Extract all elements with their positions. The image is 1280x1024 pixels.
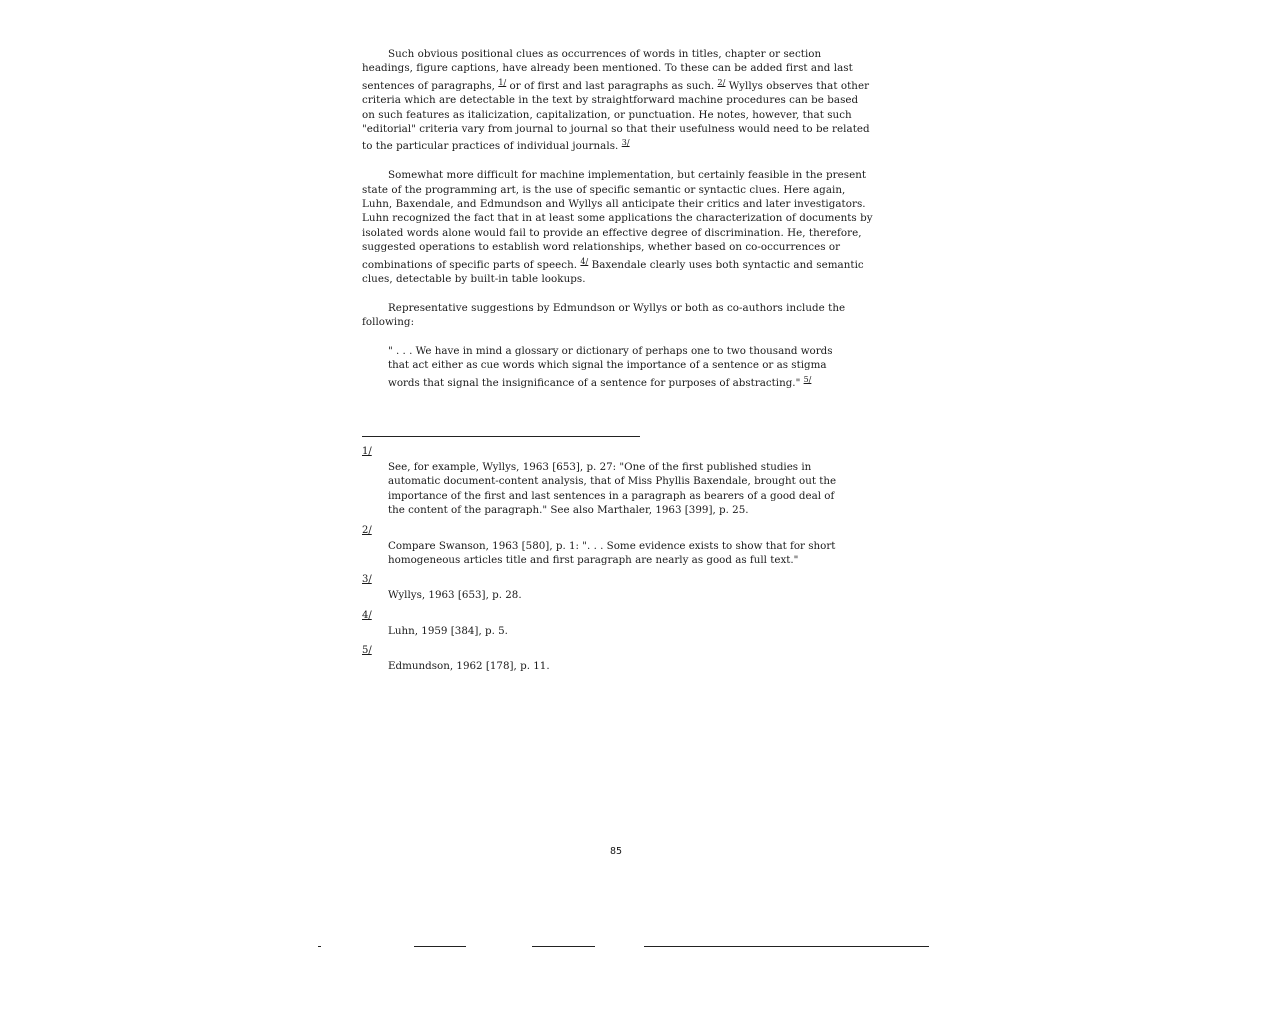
footnote-text: Edmundson, 1962 [178], p. 11. <box>388 660 550 673</box>
paragraph-positional-clues: Such obvious positional clues as occurrences of words in titles, chapter or section headings, figure captions, have already been mentioned. To these can be added first and last sentences of paragraphs, $^{1/}$ or of first and last paragraphs as such. $^{2/}$ Wyllys observes that other criteria which are detectable in the text by straightforward machine procedures can be based on such features as italicization, capitalization, or punctuation. He notes, however, that such "editorial" criteria vary from journal to journal so that their usefulness would need to be related to the particular practices of individual journals. $^{3/}$ <box>362 48 870 153</box>
body-text <box>362 47 874 390</box>
scan-artifact-rule <box>532 946 595 947</box>
footnote-number: 2/ <box>362 524 372 536</box>
footnote-reference: 5/ <box>803 374 812 384</box>
footnote <box>362 574 852 602</box>
footnote-text: Luhn, 1959 [384], p. 5. <box>388 624 508 637</box>
paragraph-representative-suggestions: Representative suggestions by Edmundson or Wyllys or both as co-authors include the following: <box>362 301 846 329</box>
footnote <box>362 610 852 638</box>
footnote-number: 1/ <box>362 446 372 457</box>
footnote-reference: 3/ <box>621 138 630 148</box>
footnote-reference: 1/ <box>498 77 507 87</box>
footnote-number: 4/ <box>362 609 372 621</box>
footnote-text: Wyllys, 1963 [653], p. 28. <box>388 589 522 602</box>
scan-artifact-rule <box>414 946 466 947</box>
page-number: 85 <box>609 846 623 857</box>
footnote-reference: 2/ <box>717 77 726 87</box>
footnote-separator <box>362 436 640 437</box>
footnote <box>362 446 852 518</box>
footnote-number: 3/ <box>362 574 372 586</box>
paragraph-semantic-clues: Somewhat more difficult for machine implementation, but certainly feasible in the present state of the programming art, is the use of specific semantic or syntactic clues. Here again, Luhn, Baxendale, and Edmundson and Wyllys all anticipate their critics and later investigators. Luhn recognized the fact that in at least some applications the characterization of documents by isolated words alone would fail to provide an effective degree of discrimination. He, therefore, suggested operations to establish word relationships, whether based on co-occurrences or combinations of specific parts of speech. $^{4/}$ Baxendale clearly uses both syntactic and semantic clues, detectable by built-in table lookups. <box>362 169 873 286</box>
footnote <box>362 525 852 568</box>
block-quote: " . . . We have in mind a glossary or dictionary of perhaps one to two thousand words that act either as cue words which signal the importance of a sentence or as stigma words that signal the insignificance of a sentence for purposes of abstracting." $^{5/}$ <box>388 345 833 389</box>
footnotes <box>362 446 852 681</box>
footnote-number: 5/ <box>362 645 372 657</box>
scan-artifact-rule <box>644 946 929 947</box>
footnote-text: Compare Swanson, 1963 [580], p. 1: ". . . Some evidence exists to show that for short homogeneous articles title and first paragraph are nearly as good as full text." <box>388 539 836 567</box>
scan-artifact-rule <box>318 946 321 947</box>
footnote-text: See, for example, Wyllys, 1963 [653], p. 27: "One of the first published studies in automatic document-content analysis, that of Miss Phyllis Baxendale, brought out the importance of the first and last sentences in a paragraph as bearers of a good deal of the content of the paragraph." See also Marthaler, 1963 [399], p. 25. <box>388 461 837 517</box>
footnote-reference: 4/ <box>580 256 589 266</box>
footnote <box>362 645 852 673</box>
